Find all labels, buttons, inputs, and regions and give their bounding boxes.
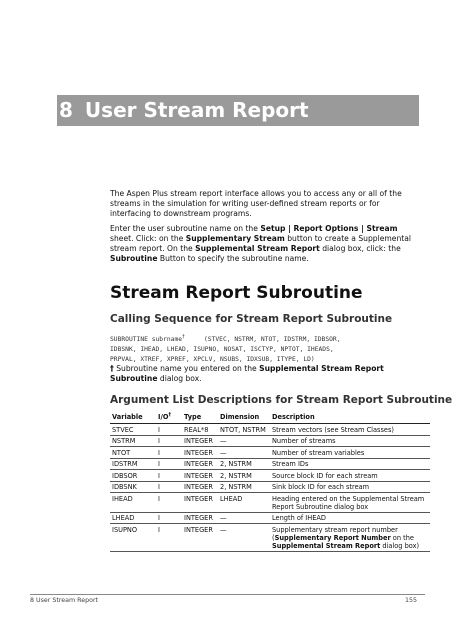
intro-paragraph-1: The Aspen Plus stream report interface allows you to access any or all of the streams in the simulation for writing user-defined stream reports or for interfacing to downstream programs. bbox=[110, 189, 402, 218]
page-number: 155 bbox=[405, 597, 418, 604]
table-header-row bbox=[110, 411, 430, 424]
table-row: IDSTRM I INTEGER 2, NSTRM Stream IDs bbox=[110, 458, 430, 470]
menu-path: Setup | Report Options | Stream bbox=[260, 224, 398, 233]
intro-paragraph-2: Enter the user subroutine name on the Setup | Report Options | Stream sheet. Click: on the Supplementary Stream button to create a Supplemental stream report. On the Supplemental Stream Report dialog box, click: the Subroutine Button to specify the subroutine name. bbox=[110, 224, 412, 263]
footnote-note: † Subroutine name you entered on the Supplemental Stream Report Subroutine dialog box. bbox=[110, 364, 384, 383]
table-row: LHEAD I INTEGER — Length of IHEAD bbox=[110, 512, 430, 524]
header-dimension: Dimension bbox=[218, 411, 270, 424]
table-row: IDBSOR I INTEGER 2, NSTRM Source block ID for each stream bbox=[110, 470, 430, 482]
table-row: ISUPNO I INTEGER — Supplementary stream report number (Supplementary Report Number on the Supplemental Stream Report dialog box) bbox=[110, 524, 430, 552]
chapter-title-bar bbox=[57, 95, 419, 126]
calling-sequence-code: SUBROUTINE subrname† (STVEC, NSTRM, NTOT, IDSTRM, IDBSOR, IDBSNK, IHEAD, LHEAD, ISUPNO, NOSAT, ISCTYP, NPTOT, IHEADS, PRPVAL, XTREF, XPREF, XPCLV, NSUBS, IDXSUB, ITYPE, LD) bbox=[110, 334, 341, 363]
argument-table bbox=[110, 411, 430, 552]
header-description: Description bbox=[270, 411, 430, 424]
chapter-title: User Stream Report bbox=[84, 98, 309, 122]
table-row: NTOT I INTEGER — Number of stream variables bbox=[110, 447, 430, 459]
argument-list-heading: Argument List Descriptions for Stream Report Subroutine bbox=[110, 394, 453, 406]
table-row: IHEAD I INTEGER LHEAD Heading entered on the Supplemental Stream Report Subroutine dialog box bbox=[110, 493, 430, 513]
isupno-description: Supplementary stream report number (Supplementary Report Number on the Supplemental Stream Report dialog box) bbox=[270, 524, 430, 552]
table-row: STVEC I REAL*8 NTOT, NSTRM Stream vectors (see Stream Classes) bbox=[110, 424, 430, 436]
header-variable: Variable bbox=[110, 411, 156, 424]
header-type: Type bbox=[182, 411, 218, 424]
dialog-ref: Supplemental Stream Report bbox=[195, 244, 320, 253]
calling-sequence-heading: Calling Sequence for Stream Report Subroutine bbox=[110, 313, 393, 325]
header-io: I/O† bbox=[156, 411, 182, 424]
table-row: IDBSNK I INTEGER 2, NSTRM Sink block ID for each stream bbox=[110, 481, 430, 493]
subroutine-button-ref: Subroutine bbox=[110, 254, 158, 263]
section-title: Stream Report Subroutine bbox=[110, 283, 363, 303]
footer-chapter: 8 User Stream Report bbox=[30, 597, 99, 604]
table-row: NSTRM I INTEGER — Number of streams bbox=[110, 435, 430, 447]
footer-divider bbox=[30, 594, 425, 595]
chapter-number: 8 bbox=[59, 98, 73, 122]
supplementary-stream-button-ref: Supplementary Stream bbox=[185, 234, 285, 243]
